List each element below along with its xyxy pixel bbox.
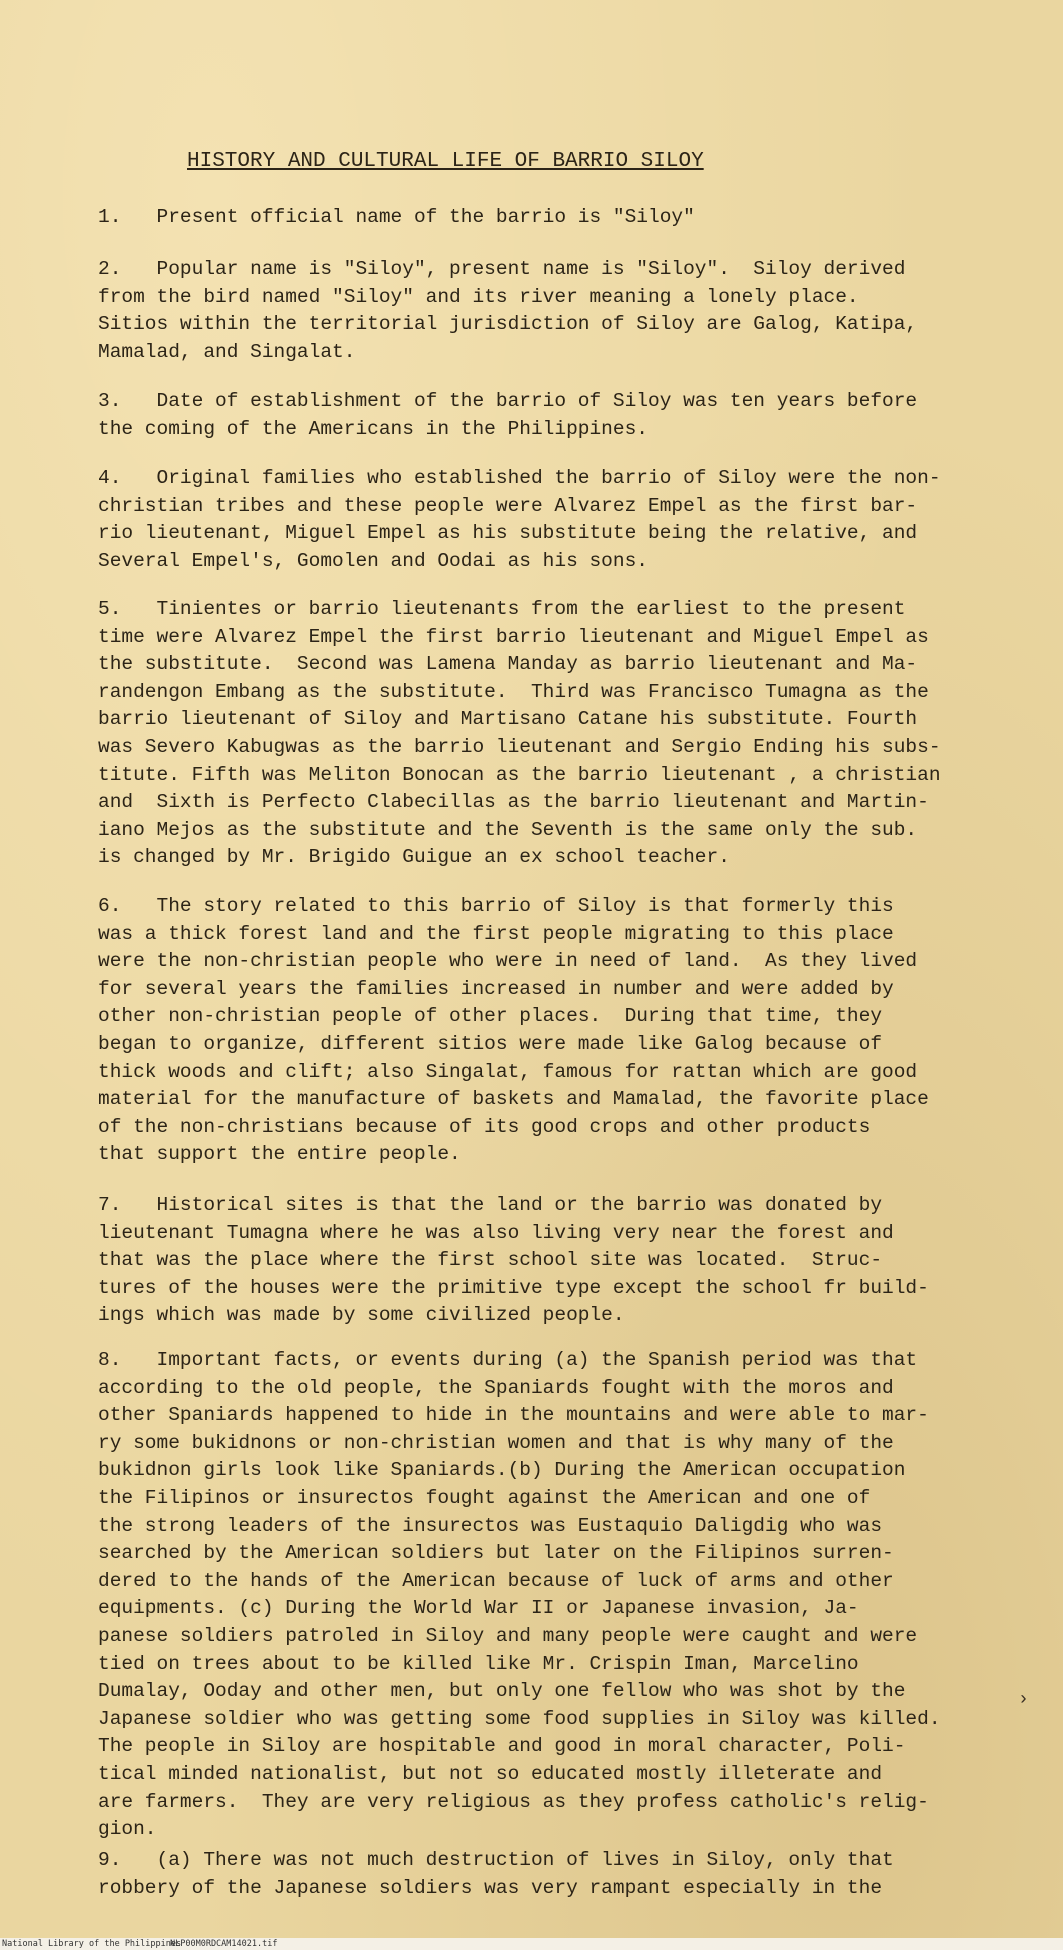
text-line: were the non-christian people who were in need of land. As they lived: [98, 950, 918, 973]
text-line: barrio lieutenant of Siloy and Martisano Catane his substitute. Fourth: [98, 708, 918, 731]
text-line: Several Empel's, Gomolen and Oodai as his sons.: [98, 549, 648, 572]
text-line: tical minded nationalist, but not so educated mostly illeterate and: [98, 1762, 883, 1785]
text-line: 2. Popular name is "Siloy", present name is "Siloy". Siloy derived: [98, 258, 906, 280]
paragraph-3: [98, 388, 1028, 443]
text-line: Mamalad, and Singalat.: [98, 340, 356, 363]
footer-library-name: National Library of the Philippines: [2, 1939, 182, 1949]
text-line: the coming of the Americans in the Philippines.: [98, 417, 648, 440]
text-line: searched by the American soldiers but later on the Filipinos surren-: [98, 1542, 894, 1565]
footer-file-id: NLP00M0RDCAM14021.tif: [170, 1939, 278, 1949]
text-line: the strong leaders of the insurectos was Eustaquio Daligdig who was: [98, 1514, 883, 1537]
text-line: 9. (a) There was not much destruction of lives in Siloy, only that: [98, 1849, 894, 1871]
text-line: that was the place where the first school site was located. Struc-: [98, 1249, 883, 1272]
text-line: 1. Present official name of the barrio is "Siloy": [98, 206, 695, 228]
text-line: dered to the hands of the American because of luck of arms and other: [98, 1569, 894, 1592]
text-line: 7. Historical sites is that the land or the barrio was donated by: [98, 1194, 883, 1216]
text-line: and Sixth is Perfecto Clabecillas as the barrio lieutenant and Martin-: [98, 791, 929, 814]
text-line: robbery of the Japanese soldiers was very rampant especially in the: [98, 1876, 883, 1899]
paragraph-9: [98, 1847, 1028, 1902]
text-line: Dumalay, Ooday and other men, but only one fellow who was shot by the: [98, 1680, 906, 1703]
text-line: bukidnon girls look like Spaniards.(b) During the American occupation: [98, 1459, 906, 1482]
text-line: titute. Fifth was Meliton Bonocan as the barrio lieutenant , a christian: [98, 763, 941, 786]
margin-mark: ›: [1018, 1690, 1029, 1710]
text-line: The people in Siloy are hospitable and good in moral character, Poli-: [98, 1735, 906, 1758]
text-line: equipments. (c) During the World War II or Japanese invasion, Ja-: [98, 1597, 859, 1620]
archive-footer: [0, 1938, 1063, 1950]
text-line: 5. Tinientes or barrio lieutenants from the earliest to the present: [98, 598, 906, 620]
paragraph-1: [98, 204, 1028, 232]
text-line: 4. Original families who established the barrio of Siloy were the non-: [98, 467, 941, 489]
text-line: the substitute. Second was Lamena Manday as barrio lieutenant and Ma-: [98, 653, 918, 676]
text-line: according to the old people, the Spaniards fought with the moros and: [98, 1376, 894, 1399]
paragraph-7: [98, 1192, 1028, 1330]
paragraph-5: [98, 596, 1028, 872]
text-line: lieutenant Tumagna where he was also living very near the forest and: [98, 1221, 894, 1244]
paragraph-2: [98, 256, 1028, 366]
text-line: the Filipinos or insurectos fought against the American and one of: [98, 1486, 871, 1509]
text-line: gion.: [98, 1818, 157, 1841]
text-line: 3. Date of establishment of the barrio of Siloy was ten years before: [98, 390, 918, 412]
text-line: time were Alvarez Empel the first barrio lieutenant and Miguel Empel as: [98, 625, 929, 648]
text-line: that support the entire people.: [98, 1143, 461, 1166]
text-line: other Spaniards happened to hide in the mountains and were able to mar-: [98, 1404, 929, 1427]
paragraph-4: [98, 465, 1028, 575]
text-line: Japanese soldier who was getting some food supplies in Siloy was killed.: [98, 1707, 941, 1730]
text-line: for several years the families increased in number and were added by: [98, 977, 894, 1000]
text-line: ings which was made by some civilized people.: [98, 1304, 625, 1327]
text-line: was Severo Kabugwas as the barrio lieutenant and Sergio Ending his subs-: [98, 735, 941, 758]
text-line: Sitios within the territorial jurisdiction of Siloy are Galog, Katipa,: [98, 313, 918, 336]
text-line: tures of the houses were the primitive type except the school fr build-: [98, 1276, 929, 1299]
text-line: began to organize, different sitios were made like Galog because of: [98, 1032, 883, 1055]
text-line: from the bird named "Siloy" and its river meaning a lonely place.: [98, 285, 859, 308]
text-line: is changed by Mr. Brigido Guigue an ex school teacher.: [98, 846, 730, 869]
text-line: randengon Embang as the substitute. Third was Francisco Tumagna as the: [98, 680, 929, 703]
text-line: rio lieutenant, Miguel Empel as his substitute being the relative, and: [98, 522, 918, 545]
text-line: christian tribes and these people were Alvarez Empel as the first bar-: [98, 494, 918, 517]
text-line: panese soldiers patroled in Siloy and many people were caught and were: [98, 1624, 918, 1647]
text-line: tied on trees about to be killed like Mr. Crispin Iman, Marcelino: [98, 1652, 859, 1675]
text-line: 8. Important facts, or events during (a) the Spanish period was that: [98, 1349, 918, 1371]
text-line: was a thick forest land and the first people migrating to this place: [98, 922, 894, 945]
document-title: HISTORY AND CULTURAL LIFE OF BARRIO SILOY: [187, 150, 704, 173]
paragraph-6: [98, 893, 1028, 1169]
text-line: iano Mejos as the substitute and the Seventh is the same only the sub.: [98, 818, 918, 841]
text-line: 6. The story related to this barrio of Siloy is that formerly this: [98, 895, 894, 917]
text-line: ry some bukidnons or non-christian women and that is why many of the: [98, 1431, 894, 1454]
text-line: other non-christian people of other places. During that time, they: [98, 1005, 883, 1028]
paragraph-8: [98, 1347, 1028, 1844]
text-line: of the non-christians because of its good crops and other products: [98, 1115, 871, 1138]
text-line: are farmers. They are very religious as they profess catholic's relig-: [98, 1790, 929, 1813]
text-line: material for the manufacture of baskets and Mamalad, the favorite place: [98, 1088, 929, 1111]
text-line: thick woods and clift; also Singalat, famous for rattan which are good: [98, 1060, 918, 1083]
